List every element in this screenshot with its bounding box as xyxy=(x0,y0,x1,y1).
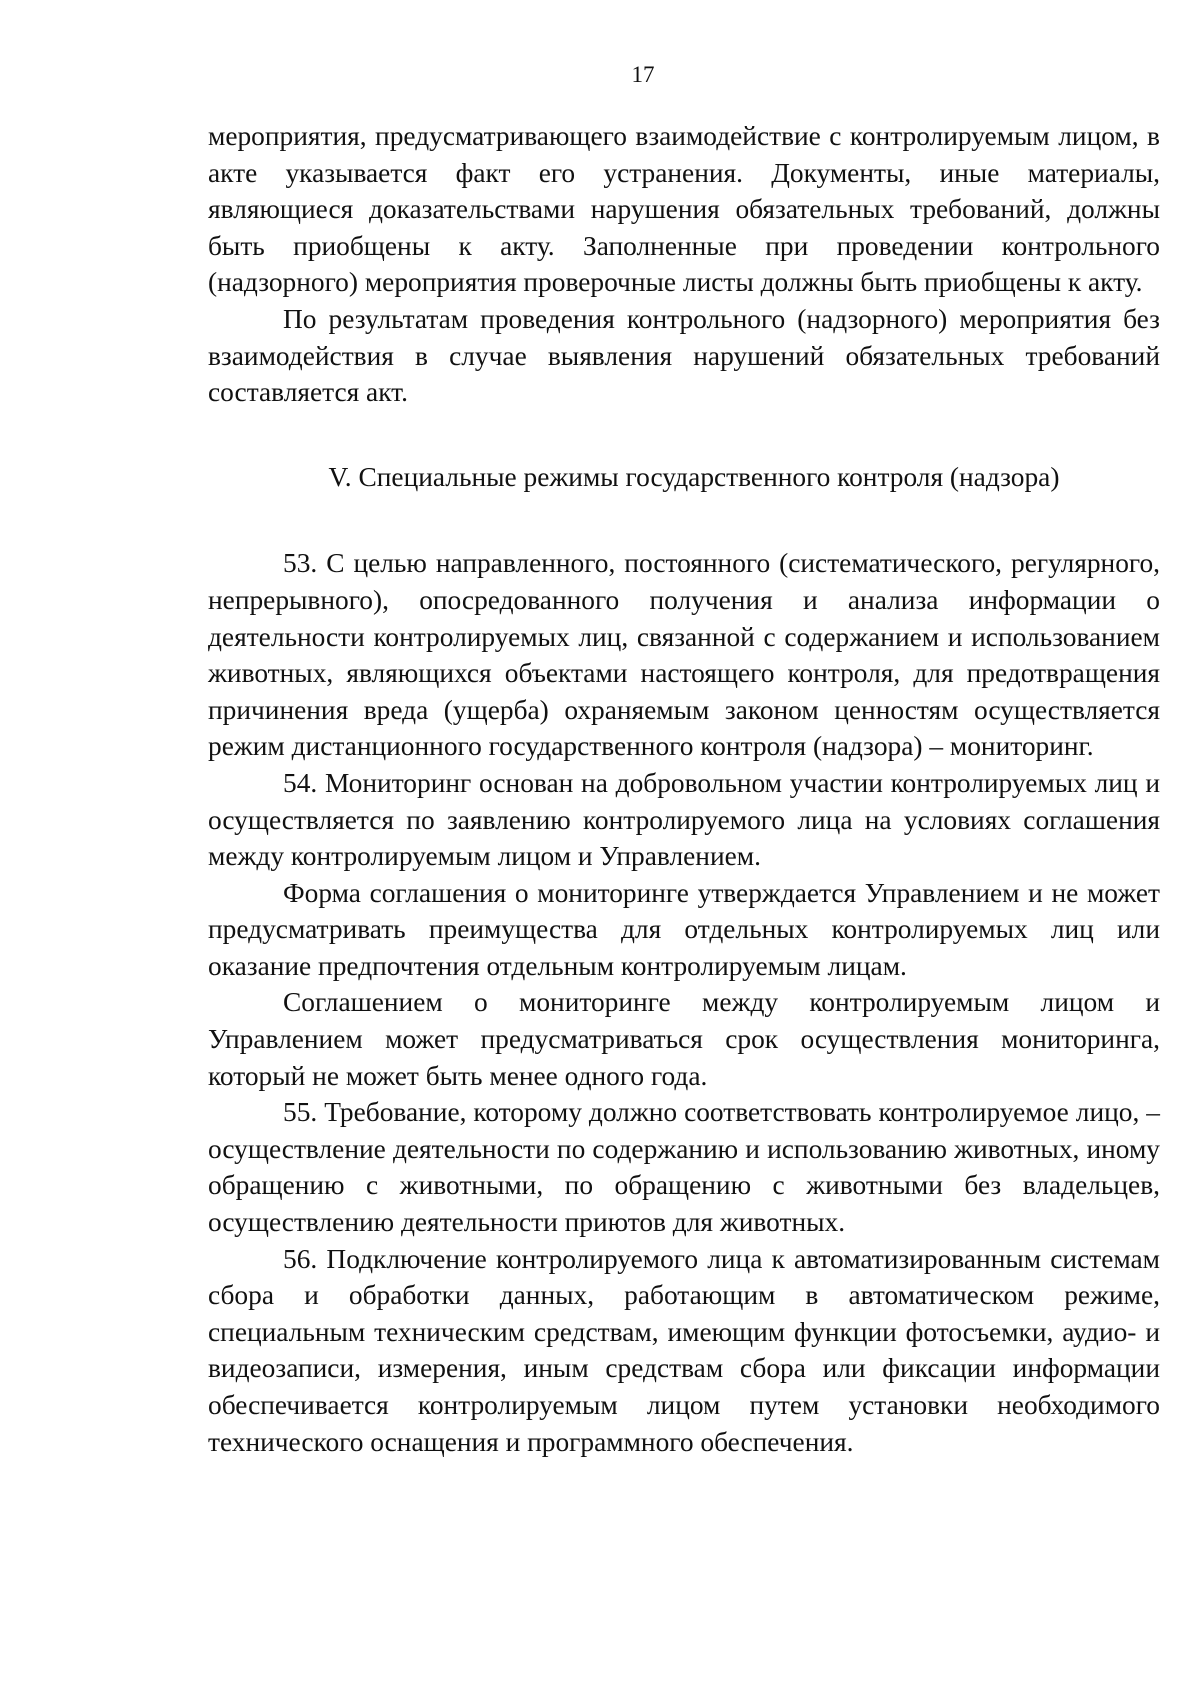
paragraph-continuation: мероприятия, предусматривающего взаимодействие с контролируемым лицом, в акте указывается факт его устранения. Документы, иные материалы, являющиеся доказательствами нарушения обязательных требований, должны быть приобщены к акту. Заполненные при проведении контрольного (надзорного) мероприятия проверочные листы должны быть приобщены к акту. xyxy=(208,121,1160,298)
paragraph-55: 55. Требование, которому должно соответствовать контролируемое лицо, – осуществление деятельности по содержанию и использованию животных, иному обращению с животными, по обращению с животными без владельцев, осуществлению деятельности приютов для животных. xyxy=(208,1097,1160,1238)
paragraph-act-without-interaction: По результатам проведения контрольного (надзорного) мероприятия без взаимодействия в случае выявления нарушений обязательных требований составляется акт. xyxy=(208,303,1160,408)
paragraph-53: 53. С целью направленного, постоянного (систематического, регулярного, непрерывного), опосредованного получения и анализа информации о деятельности контролируемых лиц, связанной с содержанием и использованием животных, являющихся объектами настоящего контроля, для предотвращения причинения вреда (ущерба) охраняемым законом ценностям осуществляется режим дистанционного государственного контроля (надзора) – мониторинг. xyxy=(208,548,1160,762)
paragraph-56: 56. Подключение контролируемого лица к автоматизированным системам сбора и обработки данных, работающим в автоматическом режиме, специальным техническим средствам, имеющим функции фотосъемки, аудио- и видеозаписи, измерения, иным средствам сбора или фиксации информации обеспечивается контролируемым лицом путем установки необходимого технического оснащения и программного обеспечения. xyxy=(208,1243,1160,1457)
page-number: 17 xyxy=(631,62,655,87)
section-heading: V. Специальные режимы государственного контроля (надзора) xyxy=(328,461,1060,492)
paragraph-54-agreement-term: Соглашением о мониторинге между контролируемым лицом и Управлением может предусматриваться срок осуществления мониторинга, который не может быть менее одного года. xyxy=(208,987,1160,1091)
document-body xyxy=(208,118,1160,1460)
paragraph-54: 54. Мониторинг основан на добровольном участии контролируемых лиц и осуществляется по заявлению контролируемого лица на условиях соглашения между контролируемым лицом и Управлением. xyxy=(208,767,1160,872)
paragraph-54-agreement-form: Форма соглашения о мониторинге утверждается Управлением и не может предусматривать преимущества для отдельных контролируемых лиц или оказание предпочтения отдельным контролируемым лицам. xyxy=(208,877,1160,981)
